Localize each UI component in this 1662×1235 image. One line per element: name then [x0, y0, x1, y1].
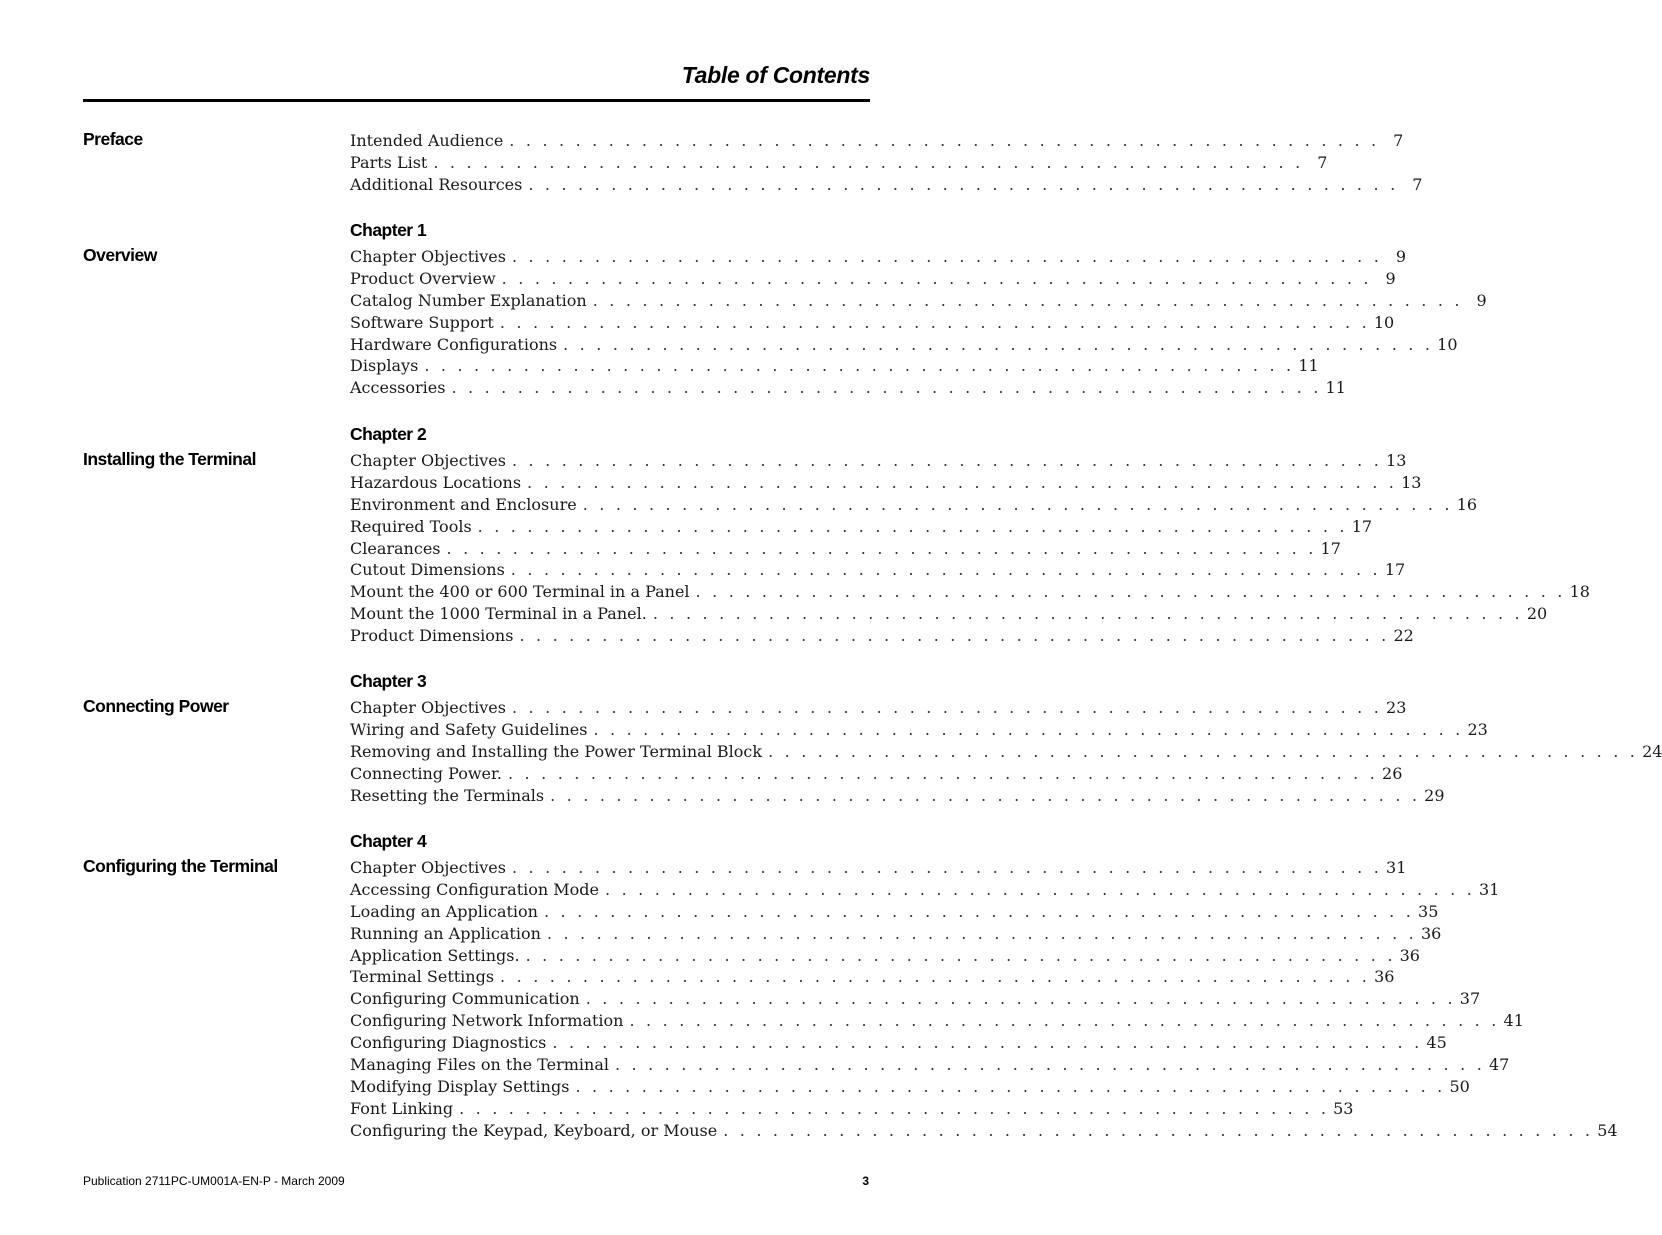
toc-entry[interactable]	[350, 377, 1346, 399]
dot-leader: . . . . . . . . . . . . . . . . . . . . . . . . . . . . . . . . . . . . . . . . . . . . . . . . . . . . .	[593, 719, 1464, 739]
toc-entry-page: 11	[1325, 378, 1346, 398]
toc-entry-page: 11	[1298, 356, 1319, 376]
title-divider	[83, 99, 870, 102]
toc-entry-label: Configuring the Keypad, Keyboard, or Mouse	[350, 1120, 718, 1140]
toc-entry[interactable]	[350, 472, 1422, 494]
toc-entry-label: Connecting Power.	[350, 763, 502, 783]
dot-leader: . . . . . . . . . . . . . . . . . . . . . . . . . . . . . . . . . . . . . . . . . . . . . . . . . . . . .	[528, 174, 1399, 194]
toc-entry[interactable]	[350, 516, 1373, 538]
toc-entry-page: 17	[1384, 560, 1406, 580]
dot-leader: . . . . . . . . . . . . . . . . . . . . . . . . . . . . . . . . . . . . . . . . . . . . . . . . . . . . .	[546, 923, 1417, 943]
section-entries-installing	[350, 450, 1590, 647]
toc-entry[interactable]	[350, 355, 1319, 377]
toc-entry-page: 36	[1399, 945, 1420, 965]
toc-entry-page: 17	[1351, 516, 1373, 536]
dot-leader: . . . . . . . . . . . . . . . . . . . . . . . . . . . . . . . . . . . . . . . . . . . . . . . . . . . . .	[525, 945, 1396, 965]
toc-entry-label: Resetting the Terminals	[350, 785, 545, 805]
toc-entry-label: Clearances	[350, 538, 441, 558]
dot-leader: . . . . . . . . . . . . . . . . . . . . . . . . . . . . . . . . . . . . . . . . . . . . . . . . . . . . .	[614, 1055, 1485, 1075]
dot-leader: . . . . . . . . . . . . . . . . . . . . . . . . . . . . . . . . . . . . . . . . . . . . . . . . . . . . .	[501, 268, 1372, 288]
toc-entry-label: Wiring and Safety Guidelines	[350, 719, 588, 739]
dot-leader: . . . . . . . . . . . . . . . . . . . . . . . . . . . . . . . . . . . . . . . . . . . . . . . . . . . . .	[511, 451, 1383, 470]
dot-leader: . . . . . . . . . . . . . . . . . . . . . . . . . . . . . . . . . . . . . . . . . . . . . . . . . . . . .	[451, 378, 1322, 398]
toc-entry[interactable]	[350, 450, 1407, 472]
dot-leader: . . . . . . . . . . . . . . . . . . . . . . . . . . . . . . . . . . . . . . . . . . . . . . . . . . . . .	[629, 1011, 1500, 1031]
toc-entry[interactable]	[350, 290, 1487, 312]
toc-entry[interactable]	[350, 538, 1341, 560]
chapter-label-4: Chapter 4	[350, 831, 427, 851]
toc-entry-page: 50	[1449, 1076, 1470, 1096]
toc-entry[interactable]	[350, 1010, 1524, 1032]
toc-entry-label: Running an Application	[350, 923, 541, 943]
toc-entry[interactable]	[350, 494, 1478, 516]
toc-entry[interactable]	[350, 923, 1442, 945]
toc-entry-label: Accessories	[350, 378, 446, 398]
toc-entry[interactable]	[350, 741, 1662, 763]
section-entries-connecting-power	[350, 697, 1662, 806]
toc-entry[interactable]	[350, 625, 1414, 647]
dot-leader: . . . . . . . . . . . . . . . . . . . . . . . . . . . . . . . . . . . . . . . . . . . . . . . . . . . . .	[605, 879, 1476, 899]
toc-entry[interactable]	[350, 559, 1406, 581]
dot-leader: . . . . . . . . . . . . . . . . . . . . . . . . . . . . . . . . . . . . . . . . . . . . . . . . . . . . .	[424, 356, 1295, 376]
toc-entry[interactable]	[350, 901, 1439, 923]
toc-entry-label: Intended Audience	[350, 131, 504, 150]
dot-leader: . . . . . . . . . . . . . . . . . . . . . . . . . . . . . . . . . . . . . . . . . . . . . . . . . . . . .	[695, 582, 1566, 602]
toc-entry-page: 35	[1418, 901, 1439, 921]
toc-entry-page: 16	[1456, 494, 1478, 514]
toc-entry-page: 37	[1459, 989, 1481, 1009]
toc-entry-label: Terminal Settings	[350, 967, 495, 987]
toc-entry[interactable]	[350, 130, 1404, 152]
page-number: 3	[862, 1174, 869, 1188]
toc-entry-page: 9	[1395, 247, 1407, 266]
toc-entry[interactable]	[350, 1076, 1470, 1098]
section-title-overview: Overview	[83, 245, 157, 265]
toc-entry-page: 13	[1401, 472, 1422, 492]
section-title-connecting-power: Connecting Power	[83, 696, 229, 716]
toc-entry-page: 41	[1503, 1011, 1524, 1031]
toc-entry[interactable]	[350, 1054, 1510, 1076]
toc-entry[interactable]	[350, 697, 1407, 719]
toc-entry[interactable]	[350, 966, 1395, 988]
toc-entry-label: Managing Files on the Terminal	[350, 1055, 609, 1075]
chapter-label-1: Chapter 1	[350, 220, 427, 240]
dot-leader: . . . . . . . . . . . . . . . . . . . . . . . . . . . . . . . . . . . . . . . . . . . . . . . . . . . . .	[550, 785, 1421, 805]
toc-entry-page: 22	[1393, 626, 1414, 646]
dot-leader: . . . . . . . . . . . . . . . . . . . . . . . . . . . . . . . . . . . . . . . . . . . . . . . . . . . . .	[511, 698, 1383, 717]
toc-entry-label: Hazardous Locations	[350, 472, 522, 492]
toc-entry[interactable]	[350, 763, 1403, 785]
toc-entry-label: Cutout Dimensions	[350, 560, 505, 580]
chapter-label-3: Chapter 3	[350, 671, 427, 691]
toc-entry-page: 7	[1317, 152, 1328, 172]
toc-entry-label: Chapter Objectives	[350, 247, 506, 266]
dot-leader: . . . . . . . . . . . . . . . . . . . . . . . . . . . . . . . . . . . . . . . . . . . . . . . . . . . . .	[563, 334, 1434, 354]
section-entries-preface	[350, 130, 1423, 196]
section-entries-overview	[350, 246, 1487, 399]
toc-entry-label: Loading an Application	[350, 901, 538, 921]
page-title: Table of Contents	[681, 62, 870, 88]
dot-leader: . . . . . . . . . . . . . . . . . . . . . . . . . . . . . . . . . . . . . . . . . . . . . . . . . . . . .	[511, 247, 1383, 266]
dot-leader: . . . . . . . . . . . . . . . . . . . . . . . . . . . . . . . . . . . . . . . . . . . . . . . . . . . . .	[582, 494, 1453, 514]
toc-entry-page: 17	[1320, 538, 1341, 558]
toc-entry-page: 31	[1479, 879, 1500, 899]
dot-leader: . . . . . . . . . . . . . . . . . . . . . . . . . . . . . . . . . . . . . . . . . . . . . . . . . . . . .	[459, 1098, 1330, 1118]
toc-entry-label: Accessing Configuration Mode	[350, 879, 599, 899]
toc-entry-label: Modifying Display Settings	[350, 1076, 570, 1096]
section-entries-configuring	[350, 857, 1618, 1142]
toc-entry-page: 26	[1382, 763, 1403, 783]
toc-entry-label: Configuring Communication	[350, 989, 580, 1009]
toc-entry-label: Chapter Objectives	[350, 698, 506, 717]
toc-entry[interactable]	[350, 857, 1407, 879]
toc-entry-label: Hardware Configurations	[350, 334, 558, 354]
toc-entry[interactable]	[350, 1120, 1618, 1142]
dot-leader: . . . . . . . . . . . . . . . . . . . . . . . . . . . . . . . . . . . . . . . . . . . . . . . . . . . . .	[592, 290, 1463, 310]
toc-entry[interactable]	[350, 785, 1445, 807]
toc-entry-label: Product Overview	[350, 268, 496, 288]
toc-entry-label: Product Dimensions	[350, 626, 514, 646]
toc-entry[interactable]	[350, 268, 1396, 290]
toc-entry-page: 24	[1642, 741, 1662, 761]
toc-entry-page: 7	[1412, 174, 1423, 194]
toc-entry-label: Chapter Objectives	[350, 858, 506, 877]
toc-entry[interactable]	[350, 174, 1423, 196]
toc-entry-label: Parts List	[350, 152, 428, 172]
toc-entry[interactable]	[350, 945, 1420, 967]
toc-entry-page: 9	[1476, 290, 1487, 310]
dot-leader: . . . . . . . . . . . . . . . . . . . . . . . . . . . . . . . . . . . . . . . . . . . . . . . . . . . . .	[499, 312, 1370, 332]
dot-leader: . . . . . . . . . . . . . . . . . . . . . . . . . . . . . . . . . . . . . . . . . . . . . . . . . . . . .	[527, 472, 1398, 492]
dot-leader: . . . . . . . . . . . . . . . . . . . . . . . . . . . . . . . . . . . . . . . . . . . . . . . . . . . . .	[509, 131, 1380, 150]
dot-leader: . . . . . . . . . . . . . . . . . . . . . . . . . . . . . . . . . . . . . . . . . . . . . . . . . . . . .	[500, 967, 1371, 987]
toc-entry-label: Displays	[350, 356, 419, 376]
dot-leader: . . . . . . . . . . . . . . . . . . . . . . . . . . . . . . . . . . . . . . . . . . . . . . . . . . . . .	[511, 858, 1383, 877]
toc-entry[interactable]	[350, 603, 1548, 625]
toc-entry-page: 10	[1373, 312, 1395, 332]
toc-entry-page: 10	[1437, 334, 1458, 354]
dot-leader: . . . . . . . . . . . . . . . . . . . . . . . . . . . . . . . . . . . . . . . . . . . . . . . . . . . . .	[552, 1033, 1423, 1053]
publication-footer: Publication 2711PC-UM001A-EN-P - March 2009	[83, 1174, 345, 1188]
dot-leader: . . . . . . . . . . . . . . . . . . . . . . . . . . . . . . . . . . . . . . . . . . . . . . . . . . . . .	[507, 763, 1379, 783]
toc-entry-page: 20	[1526, 604, 1548, 624]
toc-entry[interactable]	[350, 879, 1500, 901]
toc-entry-label: Environment and Enclosure	[350, 494, 577, 514]
dot-leader: . . . . . . . . . . . . . . . . . . . . . . . . . . . . . . . . . . . . . . . . . . . . . . . . . . . . .	[446, 538, 1317, 558]
toc-entry-page: 13	[1386, 451, 1407, 470]
toc-entry-page: 36	[1420, 923, 1442, 943]
toc-entry-page: 29	[1424, 785, 1445, 805]
toc-entry[interactable]	[350, 719, 1488, 741]
dot-leader: . . . . . . . . . . . . . . . . . . . . . . . . . . . . . . . . . . . . . . . . . . . . . . . . . . . . .	[519, 626, 1390, 646]
toc-entry-page: 36	[1374, 967, 1395, 987]
toc-entry[interactable]	[350, 1098, 1354, 1120]
toc-entry-page: 7	[1393, 131, 1404, 150]
section-title-preface: Preface	[83, 129, 143, 149]
toc-entry[interactable]	[350, 988, 1481, 1010]
toc-entry-label: Font Linking	[350, 1098, 454, 1118]
toc-entry-page: 9	[1385, 268, 1396, 288]
toc-entry-page: 45	[1426, 1033, 1447, 1053]
toc-entry[interactable]	[350, 152, 1328, 174]
section-title-configuring: Configuring the Terminal	[83, 856, 278, 876]
dot-leader: . . . . . . . . . . . . . . . . . . . . . . . . . . . . . . . . . . . . . . . . . . . . . . . . . . . . .	[543, 901, 1415, 921]
dot-leader: . . . . . . . . . . . . . . . . . . . . . . . . . . . . . . . . . . . . . . . . . . . . . . . . . . . . .	[510, 560, 1381, 580]
section-title-installing: Installing the Terminal	[83, 449, 256, 469]
toc-entry-label: Configuring Network Information	[350, 1011, 624, 1031]
dot-leader: . . . . . . . . . . . . . . . . . . . . . . . . . . . . . . . . . . . . . . . . . . . . . . . . . . . . .	[652, 604, 1523, 624]
toc-entry-label: Software Support	[350, 312, 494, 332]
toc-entry[interactable]	[350, 334, 1458, 356]
toc-entry-page: 18	[1569, 582, 1590, 602]
toc-entry-label: Mount the 400 or 600 Terminal in a Panel	[350, 582, 690, 602]
dot-leader: . . . . . . . . . . . . . . . . . . . . . . . . . . . . . . . . . . . . . . . . . . . . . . . . . . . . .	[575, 1076, 1446, 1096]
toc-entry-label: Required Tools	[350, 516, 472, 536]
toc-entry-page: 23	[1467, 719, 1488, 739]
toc-entry[interactable]	[350, 581, 1590, 603]
toc-entry-label: Catalog Number Explanation	[350, 290, 587, 310]
dot-leader: . . . . . . . . . . . . . . . . . . . . . . . . . . . . . . . . . . . . . . . . . . . . . . . . . . . . .	[477, 516, 1348, 536]
toc-entry-label: Chapter Objectives	[350, 451, 506, 470]
toc-entry-label: Additional Resources	[350, 174, 523, 194]
toc-entry-page: 31	[1386, 858, 1407, 877]
dot-leader: . . . . . . . . . . . . . . . . . . . . . . . . . . . . . . . . . . . . . . . . . . . . . . . . . . . . .	[768, 741, 1639, 761]
toc-entry-label: Removing and Installing the Power Terminal Block	[350, 741, 763, 761]
toc-entry-label: Mount the 1000 Terminal in a Panel.	[350, 604, 647, 624]
toc-entry[interactable]	[350, 246, 1407, 268]
toc-entry-label: Application Settings.	[350, 945, 520, 965]
toc-entry-label: Configuring Diagnostics	[350, 1033, 547, 1053]
toc-entry-page: 54	[1597, 1120, 1618, 1140]
dot-leader: . . . . . . . . . . . . . . . . . . . . . . . . . . . . . . . . . . . . . . . . . . . . . . . . . . . . .	[433, 152, 1304, 172]
toc-entry-page: 23	[1386, 698, 1407, 717]
dot-leader: . . . . . . . . . . . . . . . . . . . . . . . . . . . . . . . . . . . . . . . . . . . . . . . . . . . . .	[723, 1120, 1594, 1140]
dot-leader: . . . . . . . . . . . . . . . . . . . . . . . . . . . . . . . . . . . . . . . . . . . . . . . . . . . . .	[585, 989, 1456, 1009]
toc-entry-page: 53	[1333, 1098, 1354, 1118]
toc-entry[interactable]	[350, 312, 1395, 334]
chapter-label-2: Chapter 2	[350, 424, 427, 444]
toc-entry-page: 47	[1489, 1055, 1510, 1075]
toc-entry[interactable]	[350, 1032, 1447, 1054]
